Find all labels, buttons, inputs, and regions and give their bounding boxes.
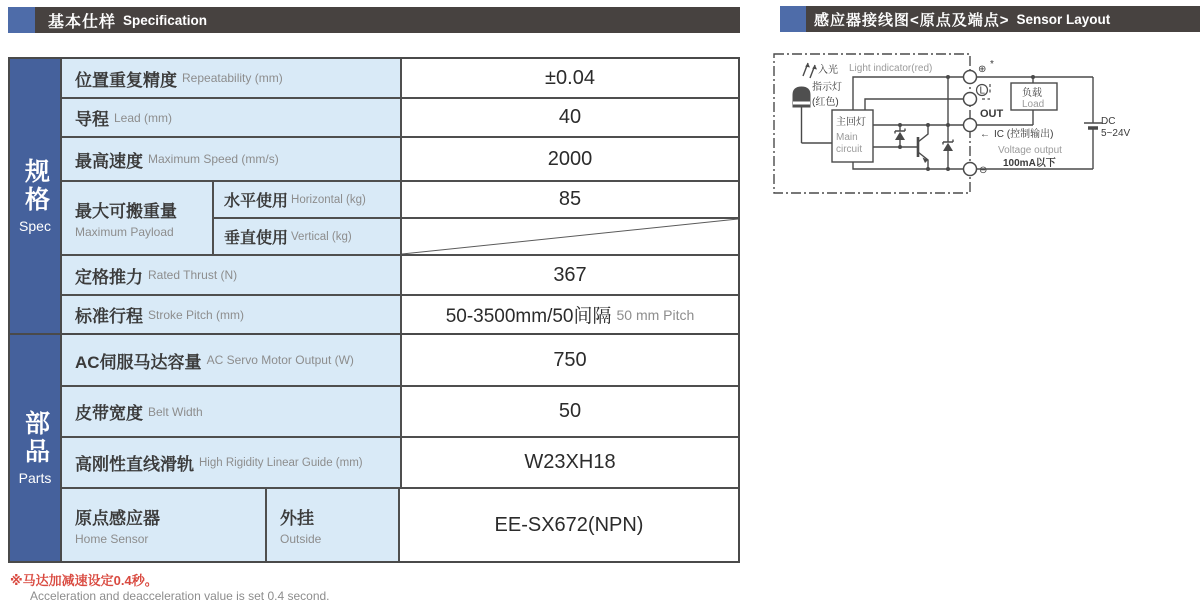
row-value-main: 50-3500mm/50间隔 bbox=[445, 306, 612, 327]
row-value-suffix: 50 mm Pitch bbox=[616, 306, 695, 323]
l-terminal-symbol bbox=[977, 84, 991, 99]
row-label-zh: 标准行程 bbox=[75, 307, 143, 326]
footnote-en: Acceleration and deacceleration value is set 0.4 second. bbox=[30, 589, 330, 603]
header-accent-square bbox=[8, 7, 35, 33]
row-label-en: Home Sensor bbox=[75, 532, 149, 546]
load-label-en: Load bbox=[1022, 99, 1045, 110]
voltage-output-label: Voltage output bbox=[998, 145, 1062, 156]
subrow-label-zh: 水平使用 bbox=[224, 193, 289, 210]
table-row-max-payload bbox=[62, 180, 738, 254]
row-label-zh: 高刚性直线滑轨 bbox=[75, 455, 194, 474]
sensor-wiring-diagram bbox=[770, 45, 1200, 195]
header-title-zh: 基本仕样 bbox=[48, 13, 117, 31]
table-row-lead bbox=[62, 97, 738, 136]
row-value: 40 bbox=[402, 99, 738, 136]
section-label-en: Parts bbox=[18, 470, 52, 486]
dc-label: DC bbox=[1101, 116, 1116, 127]
row-sublabel-zh: 外挂 bbox=[280, 509, 314, 528]
table-row-belt-width bbox=[62, 385, 738, 436]
table-row-rated-thrust bbox=[62, 254, 738, 294]
row-label-zh: 原点感应器 bbox=[75, 509, 160, 528]
row-label-en: Maximum Speed (mm/s) bbox=[148, 152, 279, 166]
subrow-label-en: Horizontal (kg) bbox=[291, 193, 366, 206]
row-value: 367 bbox=[402, 256, 738, 294]
header-accent-square bbox=[780, 6, 806, 32]
row-label-en: AC Servo Motor Output (W) bbox=[206, 353, 354, 367]
asterisk-mark: * bbox=[990, 59, 994, 70]
header-bar bbox=[35, 7, 740, 33]
row-label-zh: 位置重复精度 bbox=[75, 70, 177, 90]
header-bar bbox=[806, 6, 1200, 32]
row-value: W23XH18 bbox=[402, 438, 738, 487]
row-label-en: Lead (mm) bbox=[114, 110, 173, 125]
dc-voltage-label: 5~24V bbox=[1101, 128, 1131, 139]
row-value: ±0.04 bbox=[402, 59, 738, 97]
ic-arrow: ← bbox=[980, 129, 990, 140]
header-title-en: Specification bbox=[123, 12, 208, 28]
row-value: 2000 bbox=[402, 138, 738, 180]
svg-text:L: L bbox=[979, 85, 986, 97]
row-sublabel-en: Outside bbox=[280, 532, 322, 546]
spec-table bbox=[8, 57, 740, 563]
main-circuit-label-en2: circuit bbox=[836, 144, 863, 155]
section-label-spec bbox=[10, 59, 62, 333]
row-label-zh: 皮带宽度 bbox=[75, 404, 143, 423]
row-value: 750 bbox=[402, 335, 738, 385]
row-label-en: Stroke Pitch (mm) bbox=[148, 307, 245, 322]
load-label-zh: 负载 bbox=[1022, 88, 1042, 99]
terminal-out bbox=[964, 119, 977, 132]
row-label-zh: 定格推力 bbox=[75, 267, 143, 287]
footnote-zh: ※马达加减速设定0.4秒。 bbox=[10, 573, 158, 588]
header-title-en: Sensor Layout bbox=[1016, 11, 1111, 27]
subrow-value: 85 bbox=[402, 182, 738, 217]
specification-header bbox=[8, 7, 740, 33]
group-label-en: Maximum Payload bbox=[75, 225, 174, 239]
main-circuit-label-zh: 主回灯 bbox=[836, 117, 866, 128]
parts-section bbox=[10, 333, 738, 561]
subrow-label-en: Vertical (kg) bbox=[291, 230, 352, 243]
indicator-label-zh: 指示灯 bbox=[812, 82, 842, 93]
terminal-plus bbox=[964, 71, 977, 84]
row-value: 50 bbox=[402, 387, 738, 436]
light-in-label-zh: 入光 bbox=[818, 65, 838, 76]
sensor-layout-header bbox=[780, 6, 1200, 32]
row-label-en: Belt Width bbox=[148, 404, 203, 419]
table-row-repeatability bbox=[62, 59, 738, 97]
header-title-zh: 感应器接线图<原点及端点> bbox=[814, 11, 1010, 29]
minus-terminal-symbol: ⊖ bbox=[979, 165, 988, 176]
out-terminal-label: OUT bbox=[980, 108, 1004, 120]
row-label-en: Rated Thrust (N) bbox=[148, 268, 238, 282]
table-row-stroke-pitch bbox=[62, 294, 738, 333]
subrow-value-na bbox=[402, 219, 738, 254]
subrow-label-zh: 垂直使用 bbox=[224, 230, 289, 247]
main-circuit-label-en1: Main bbox=[836, 132, 858, 143]
not-applicable-diagonal-line bbox=[402, 219, 738, 254]
table-subrow-vertical bbox=[214, 217, 738, 254]
table-row-home-sensor bbox=[62, 487, 738, 561]
table-subrow-horizontal bbox=[214, 182, 738, 217]
spec-section bbox=[10, 59, 738, 333]
terminal-l bbox=[964, 93, 977, 106]
light-indicator-label-en: Light indicator(red) bbox=[849, 63, 933, 74]
table-row-linear-guide bbox=[62, 436, 738, 487]
row-label-en: High Rigidity Linear Guide (mm) bbox=[199, 456, 363, 469]
group-label-zh: 最大可搬重量 bbox=[75, 202, 177, 221]
row-label-zh: 最高速度 bbox=[75, 151, 143, 171]
section-label-zh: 部品 bbox=[21, 410, 50, 466]
battery-symbol bbox=[1084, 77, 1102, 169]
row-label-en: Repeatability (mm) bbox=[182, 71, 283, 85]
section-label-parts bbox=[10, 335, 62, 561]
section-label-zh: 规格 bbox=[21, 158, 50, 214]
row-label-zh: AC伺服马达容量 bbox=[75, 352, 202, 372]
indicator-red-label-zh: (红色) bbox=[812, 97, 839, 108]
section-label-en: Spec bbox=[19, 218, 51, 234]
table-row-servo-output bbox=[62, 335, 738, 385]
table-row-max-speed bbox=[62, 136, 738, 180]
plus-terminal-symbol: ⊕ bbox=[978, 64, 987, 75]
terminal-minus bbox=[964, 163, 977, 176]
row-value bbox=[402, 296, 738, 333]
ic-output-label: IC (控制输出) bbox=[994, 129, 1054, 140]
row-label-zh: 导程 bbox=[75, 110, 109, 129]
row-value: EE-SX672(NPN) bbox=[400, 489, 738, 561]
current-limit-label: 100mA以下 bbox=[1003, 158, 1056, 169]
